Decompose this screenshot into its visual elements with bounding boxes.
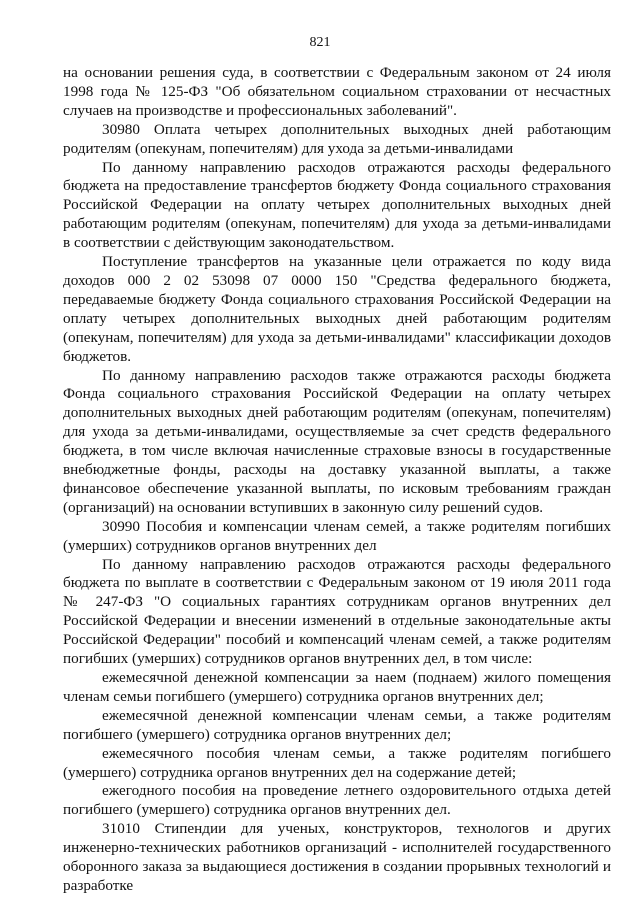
paragraph: По данному направлению расходов отражаются расходы федерального бюджета на предоставление трансфертов бюджету Фонда социального страхования Российской Федерации на оплату четырех дополнительных выходных дней работающим родителям (опекунам, попечителям) для ухода за детьми-инвалидами в соответствии с действующим законодательством. — [63, 158, 611, 252]
list-item: ежегодного пособия на проведение летнего оздоровительного отдыха детей погибшего (умершего) сотрудника органов внутренних дел. — [63, 782, 611, 819]
list-item: ежемесячной денежной компенсации за наем (поднаем) жилого помещения членам семьи погибшего (умершего) сотрудника органов внутренних дел; — [63, 669, 611, 705]
list-item: ежемесячного пособия членам семьи, а также родителям погибшего (умершего) сотрудника органов внутренних дел на содержание детей; — [63, 744, 611, 781]
document-body — [63, 64, 611, 896]
heading-30990: 30990 Пособия и компенсации членам семей, а также родителям погибших (умерших) сотрудников органов внутренних дел — [63, 517, 611, 554]
list-item: ежемесячной денежной компенсации членам семьи, а также родителям погибшего (умершего) сотрудника органов внутренних дел; — [63, 706, 611, 743]
heading-31010: 31010 Стипендии для ученых, конструкторов, технологов и других инженерно-технических работников организаций - исполнителей государственного оборонного заказа за выдающиеся достижения в создании прорывных технологий и разработке — [63, 820, 611, 894]
paragraph-continuation: на основании решения суда, в соответствии с Федеральным законом от 24 июля 1998 года № 125-ФЗ "Об обязательном социальном страховании от несчастных случаев на производстве и профессиональных заболеваний". — [63, 64, 611, 119]
page-number: 821 — [309, 35, 331, 50]
paragraph: Поступление трансфертов на указанные цели отражается по коду вида доходов 000 2 02 53098 07 0000 150 "Средства федерального бюджета, передаваемые бюджету Фонда социального страхования Российской Федерации на оплату четырех дополнительных выходных дней работающим родителям (опекунам, попечителям) для ухода за детьми-инвалидами" классификации доходов бюджетов. — [63, 253, 611, 365]
paragraph: По данному направлению расходов также отражаются расходы бюджета Фонда социального страхования Российской Федерации на оплату четырех дополнительных выходных дней работающим родителям (опекунам, попечителям) для ухода за детьми-инвалидами, осуществляемые за счет средств федерального бюджета, в том числе включая начисленные страховые взносы в государственные внебюджетные фонды, расходы на доставку указанной выплаты, а также финансовое обеспечение указанной выплаты, по исковым требованиям граждан (организаций) на основании вступивших в законную силу решений судов. — [63, 366, 611, 516]
heading-30980: 30980 Оплата четырех дополнительных выходных дней работающим родителям (опекунам, попечителям) для ухода за детьми-инвалидами — [63, 120, 611, 157]
paragraph: По данному направлению расходов отражаются расходы федерального бюджета по выплате в соответствии с Федеральным законом от 19 июля 2011 года № 247-ФЗ "О социальных гарантиях сотрудникам органов внутренних дел Российской Федерации и внесении изменений в отдельные законодательные акты Российской Федерации" пособий и компенсаций членам семей, а также родителям погибших (умерших) сотрудников органов внутренних дел, в том числе: — [63, 555, 611, 668]
